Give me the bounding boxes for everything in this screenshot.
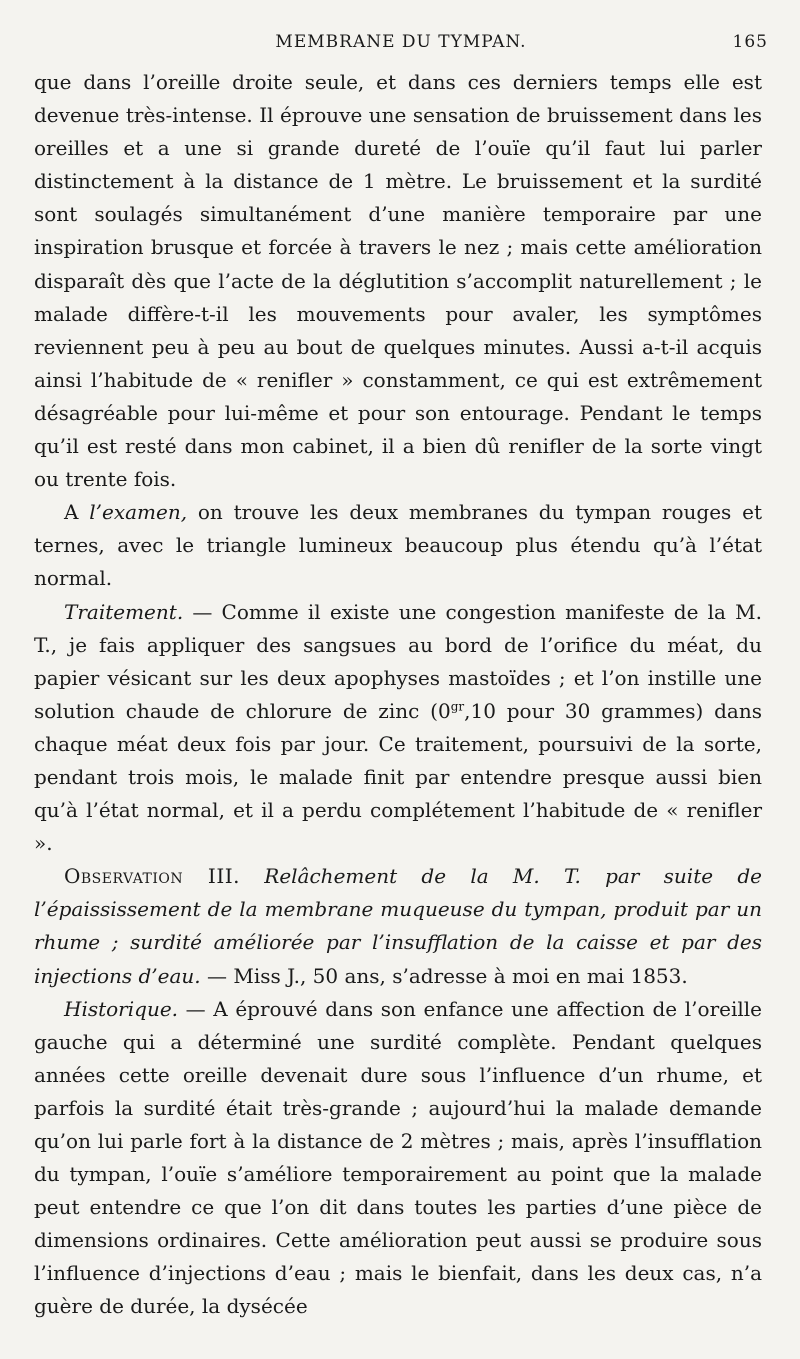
paragraph-5-text: — A éprouvé dans son enfance une affection de l’oreille gauche qui a déterminé une surdité complète. Pendant quelques années cette oreille devenait dure sous l’influence d’un rhume, et parfois la surdité était très-grande ; aujourd’hui la malade demande qu’on lui parle fort à la distance de 2 mètres ; mais, après l’insufflation du tympan, l’ouïe s’améliore temporairement au point que la malade peut entendre ce que l’on dit dans toutes les parties d’une pièce de dimensions ordinaires. Cette amélioration peut aussi se produire sous l’influence d’injections d’eau ; mais le bienfait, dans les deux cas, n’a guère de durée, la dysécée [34, 996, 762, 1319]
paragraph-continuation [34, 66, 762, 496]
paragraph-2-text: on trouve les deux membranes du tympan rouges et ternes, avec le triangle lumineux beaucoup plus étendu qu’à l’état normal. [34, 500, 762, 591]
paragraph-traitement [34, 596, 762, 861]
paragraph-3-superscript: gr [450, 699, 465, 714]
paragraph-2-italic: l’examen, [89, 500, 188, 525]
observation-heading: Observation III. [64, 864, 240, 889]
paragraph-observation [34, 860, 762, 992]
book-page [34, 0, 768, 1359]
paragraph-3-italic: Traitement. [64, 599, 184, 624]
page-number: 165 [732, 32, 768, 52]
running-head: MEMBRANE DU TYMPAN. [275, 32, 527, 52]
page-header [34, 32, 768, 58]
observation-title: Relâchement de la M. T. par suite de l’épaississement de la membrane muqueuse du tympan, produit par un rhume ; surdité améliorée par l’insufflation de la caisse et par des injections d’eau. [34, 864, 762, 988]
body-text [34, 66, 762, 1324]
paragraph-3-text-b: ,10 pour 30 grammes) dans chaque méat deux fois par jour. Ce traitement, poursuivi de la sorte, pendant trois mois, le malade finit par entendre presque aussi bien qu’à l’état normal, et il a perdu complétement l’habitude de « renifler ». [34, 698, 762, 856]
paragraph-examen [34, 496, 762, 595]
paragraph-5-italic: Historique. [64, 996, 179, 1021]
paragraph-1-text: que dans l’oreille droite seule, et dans ces derniers temps elle est devenue très-intense. Il éprouve une sensation de bruissement dans les oreilles et a une si grande dureté de l’ouïe qu’il faut lui parler distinctement à la distance de 1 mètre. Le bruissement et la surdité sont soulagés simultanément d’une manière temporaire par une inspiration brusque et forcée à travers le nez ; mais cette amélioration disparaît dès que l’acte de la déglutition s’accomplit naturellement ; le malade diffère-t-il les mouvements pour avaler, les symptômes reviennent peu à peu au bout de quelques minutes. Aussi a-t-il acquis ainsi l’habitude de « renifler » constamment, ce qui est extrêmement désagréable pour lui-même et pour son entourage. Pendant le temps qu’il est resté dans mon cabinet, il a bien dû renifler de la sorte vingt ou trente fois. [34, 70, 762, 492]
paragraph-2-prefix: A [64, 500, 90, 525]
paragraph-3-text-a: — Comme il existe une congestion manifeste de la M. T., je fais appliquer des sangsues au bord de l’orifice du méat, du papier vésicant sur les deux apophyses mastoïdes ; et l’on instille une solution chaude de chlorure de zinc (0 [34, 599, 762, 723]
paragraph-4-text: — Miss J., 50 ans, s’adresse à moi en mai 1853. [200, 963, 688, 988]
paragraph-historique [34, 993, 762, 1324]
